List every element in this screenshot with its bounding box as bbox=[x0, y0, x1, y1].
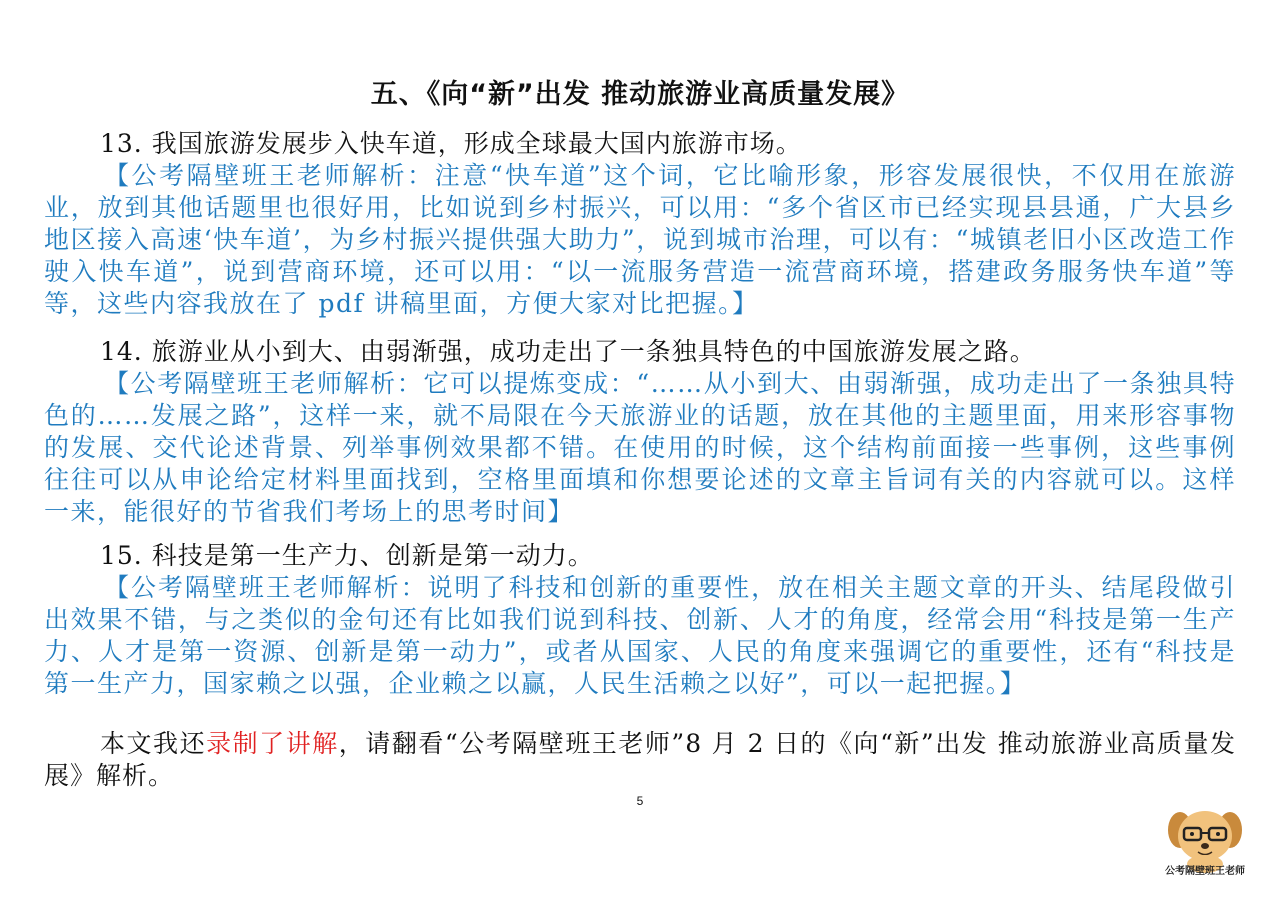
closing-suffix: ，请翻看“公考隔壁班王老师”8 月 2 日的《向“新”出发 推动旅游业高质量发展》解析。 bbox=[44, 729, 1236, 790]
page-title: 五、《向“新”出发 推动旅游业高质量发展》 bbox=[370, 79, 910, 110]
page-number: 5 bbox=[636, 794, 644, 808]
closing-highlight: 录制了讲解 bbox=[206, 729, 339, 758]
list-item bbox=[44, 336, 1236, 528]
list-item bbox=[44, 540, 1236, 700]
list-item bbox=[44, 128, 1236, 320]
mascot-label: 公考隔壁班王老师 bbox=[1165, 866, 1245, 877]
item-heading: 13. 我国旅游发展步入快车道，形成全球最大国内旅游市场。 bbox=[100, 129, 802, 158]
item-analysis: 【公考隔壁班王老师解析：它可以提炼变成：“……从小到大、由弱渐强，成功走出了一条独具特色的……发展之路”，这样一来，就不局限在今天旅游业的话题，放在其他的主题里面，用来形容事物的发展、交代论述背景、列举事例效果都不错。在使用的时候，这个结构前面接一些事例，这些事例往往可以从申论给定材料里面找到，空格里面填和你想要论述的文章主旨词有关的内容就可以。这样一来，能很好的节省我们考场上的思考时间】 bbox=[44, 369, 1236, 526]
closing-prefix: 本文我还 bbox=[100, 729, 207, 758]
closing-paragraph bbox=[44, 728, 1236, 792]
item-analysis: 【公考隔壁班王老师解析：说明了科技和创新的重要性，放在相关主题文章的开头、结尾段做引出效果不错，与之类似的金句还有比如我们说到科技、创新、人才的角度，经常会用“科技是第一生产力、人才是第一资源、创新是第一动力”，或者从国家、人民的角度来强调它的重要性，还有“科技是第一生产力，国家赖之以强，企业赖之以赢，人民生活赖之以好”，可以一起把握。】 bbox=[44, 573, 1236, 698]
item-heading: 14. 旅游业从小到大、由弱渐强，成功走出了一条独具特色的中国旅游发展之路。 bbox=[100, 337, 1036, 366]
item-analysis: 【公考隔壁班王老师解析：注意“快车道”这个词，它比喻形象，形容发展很快，不仅用在旅游业，放到其他话题里也很好用，比如说到乡村振兴，可以用：“多个省区市已经实现县县通，广大县乡地区接入高速‘快车道’，为乡村振兴提供强大助力”，说到城市治理，可以有：“城镇老旧小区改造工作驶入快车道”，说到营商环境，还可以用：“以一流服务营造一流营商环境，搭建政务服务快车道”等等，这些内容我放在了 pdf 讲稿里面，方便大家对比把握。】 bbox=[44, 161, 1236, 318]
item-heading: 15. 科技是第一生产力、创新是第一动力。 bbox=[100, 541, 594, 570]
